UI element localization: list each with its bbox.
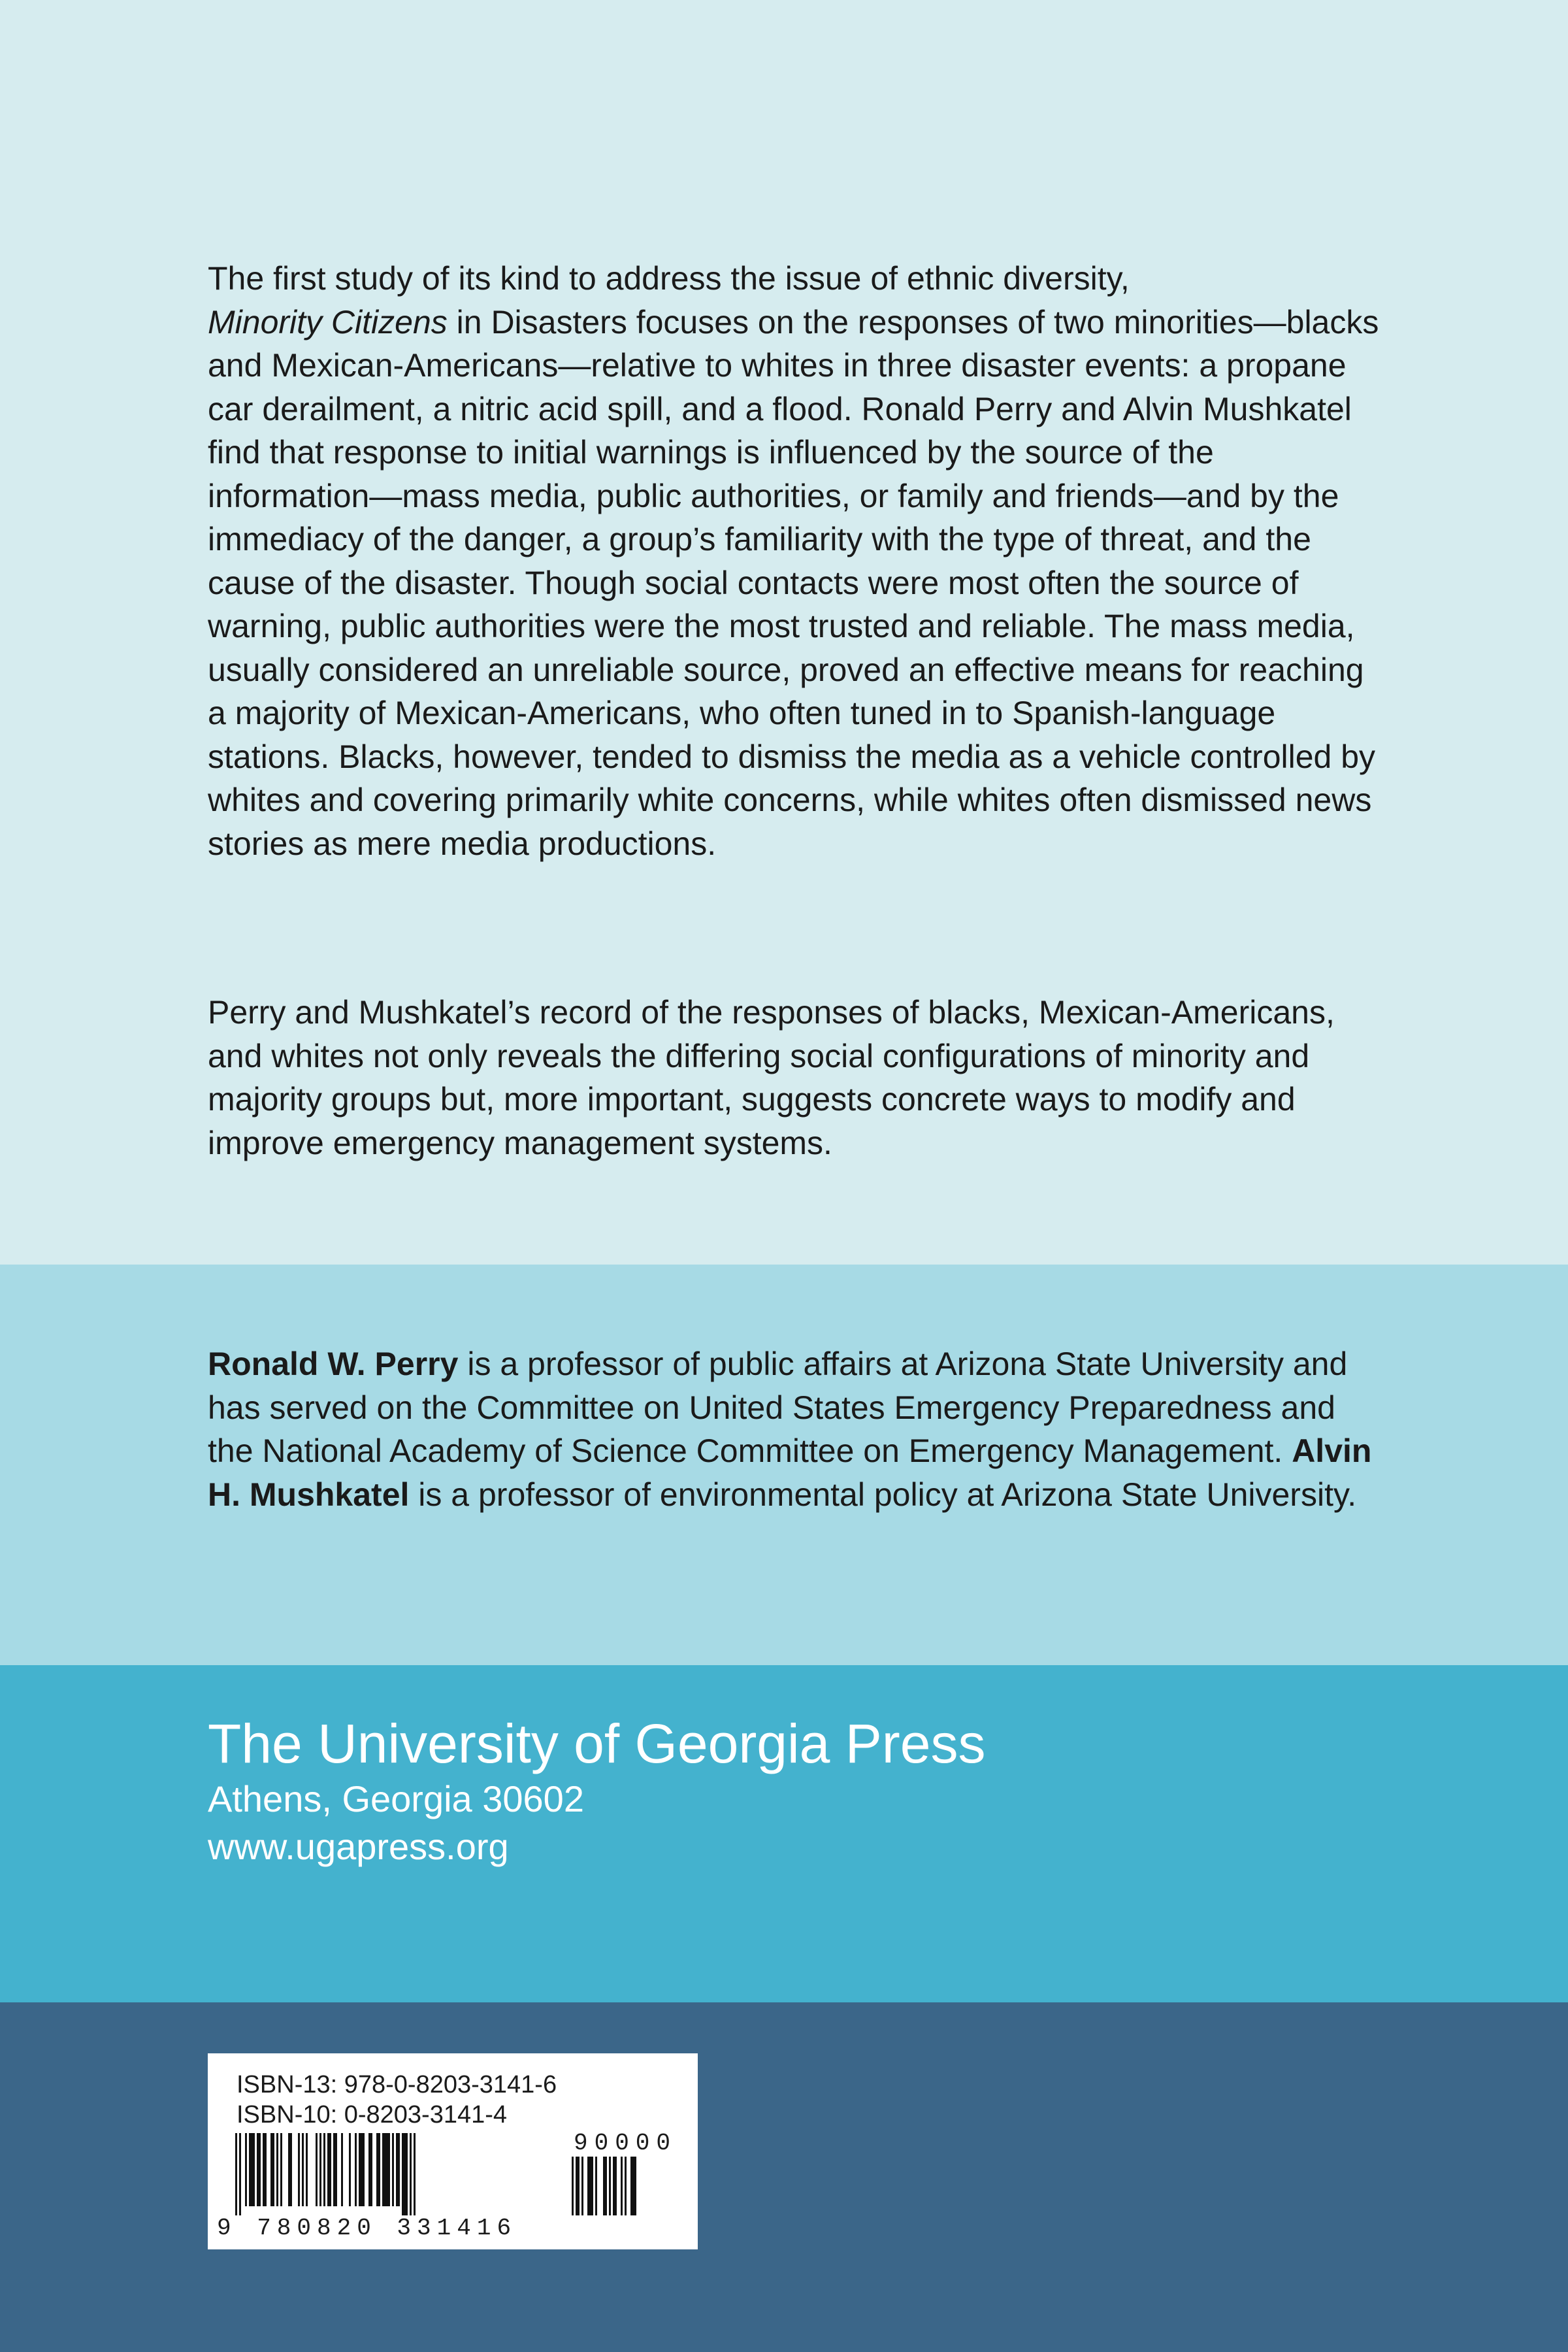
author-bio-text [208, 1342, 1384, 1516]
description-body: in Disasters focuses on the responses of two minorities—blacks and Mexican-Americans—relative to whites in three disaster events: a propane car derailment, a nitric acid spill, and a flood. Ronald Perry and Alvin Mushkatel find that response to initial warnings is influenced by the source of the information—mass media, public authorities, or family and friends—and by the immediacy of the danger, a group’s familiarity with the type of threat, and the cause of the disaster. Though social contacts were most often the source of warning, public authorities were the most trusted and reliable. The mass media, usually considered an unreliable source, proved an effective means for reaching a majority of Mexican-Americans, who often tuned in to Spanish-language stations. Blacks, however, tended to dismiss the media as a vehicle controlled by whites and covering primarily white concerns, while whites often dismissed news stories as mere media productions. [208, 303, 1379, 862]
publisher-name: The University of Georgia Press [208, 1713, 986, 1774]
description-paragraph-1 [208, 257, 1384, 865]
addon-barcode-bars [570, 2157, 675, 2218]
isbn13-text: ISBN-13: 978-0-8203-3141-6 [237, 2071, 557, 2098]
barcode-label [208, 2053, 698, 2249]
addon-digits: 90000 [574, 2130, 678, 2157]
author1-description: is a professor of public affairs at Arizona State University and has served on the Committee on United States Emergency Preparedness and the National Academy of Science Committee on Emergency Management. [208, 1346, 1348, 1469]
isbn10-text: ISBN-10: 0-8203-3141-4 [237, 2101, 508, 2128]
author2-description: is a professor of environmental policy at Arizona State University. [409, 1476, 1357, 1513]
ean-digits: 9 780820 331416 [217, 2215, 517, 2242]
publisher-address: Athens, Georgia 30602 [208, 1778, 584, 1819]
author1-name: Ronald W. Perry [208, 1346, 459, 1382]
description-opening: The first study of its kind to address the issue of ethnic diversity, [208, 260, 1130, 297]
publisher-url: www.ugapress.org [208, 1826, 509, 1867]
author2-name: Alvin H. Mushkatel [208, 1433, 1372, 1513]
book-title-italic: Minority Citizens [208, 303, 448, 340]
ean-barcode-bars [234, 2133, 547, 2218]
description-paragraph-2: Perry and Mushkatel’s record of the responses of blacks, Mexican-Americans, and whites not only reveals the differing social configurations of minority and majority groups but, more important, suggests concrete ways to modify and improve emergency management systems. [208, 994, 1335, 1161]
author-bio-panel [0, 1265, 1568, 1665]
